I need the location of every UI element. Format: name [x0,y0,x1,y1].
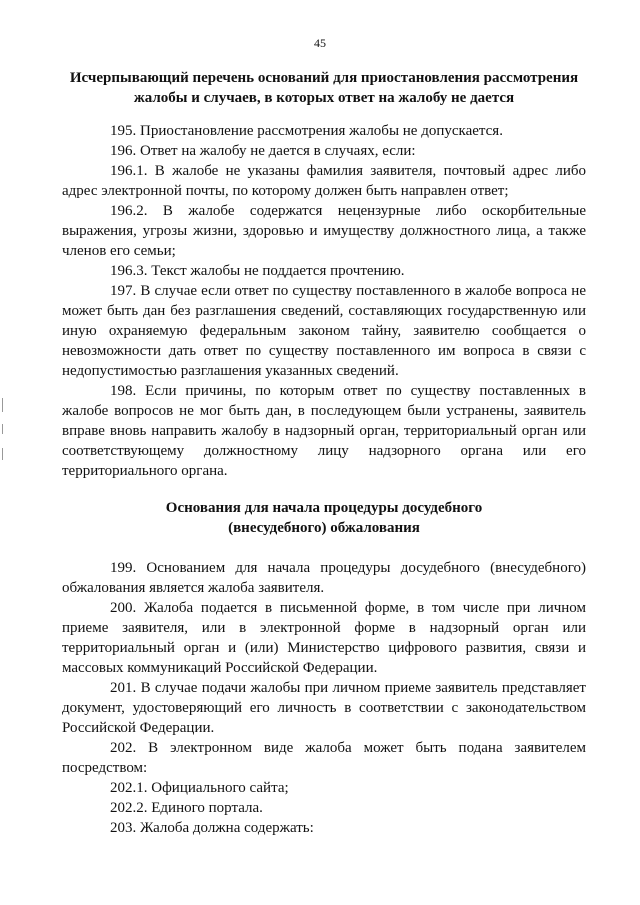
paragraph-line: 200. Жалоба подается в письменной форме, в том числе при личном [110,600,586,616]
paragraph-line: Российской Федерации. [62,720,215,736]
section-heading-suspension [62,68,586,108]
paragraph-line: выражения, угрозы жизни, здоровью и имуществу должностного лица, а также [62,223,586,239]
paragraph-line: 202.1. Официального сайта; [110,780,289,796]
paragraph-line: недопустимостью разглашения указанных сведений. [62,363,399,379]
paragraph-line: 203. Жалоба должна содержать: [110,820,314,836]
scan-mark [2,424,3,434]
heading-line: (внесудебного) обжалования [228,520,420,536]
paragraph-line: соответствующему должностному лицу надзорного органа или его [62,443,586,459]
scan-mark [2,398,3,412]
section-heading-appeal [62,498,586,538]
paragraph-line: может быть дан без разглашения сведений, составляющих государственную или [62,303,586,319]
paragraph-line: документ, удостоверяющий его личность в соответствии с законодательством [62,700,586,716]
heading-line: жалобы и случаев, в которых ответ на жалобу не дается [133,90,515,106]
paragraph-line: 201. В случае подачи жалобы при личном приеме заявитель представляет [110,680,586,696]
heading-line: Основания для начала процедуры досудебного [165,500,483,516]
paragraph-line: территориальный орган и (или) Министерство цифрового развития, связи и [62,640,586,656]
paragraph-line: обжалования является жалоба заявителя. [62,580,325,596]
paragraph-line: иную охраняемую федеральным законом тайну, заявителю сообщается о [62,323,586,339]
paragraph-line: 196.1. В жалобе не указаны фамилия заявителя, почтовый адрес либо [110,163,586,179]
paragraph-line: 198. Если причины, по которым ответ по существу поставленных в [110,383,586,399]
paragraph-line: членов его семьи; [62,243,176,259]
paragraph-line: вправе вновь направить жалобу в надзорный орган, территориальный орган или [62,423,586,439]
paragraph-line: территориального органа. [62,463,228,479]
paragraph-line: 196. Ответ на жалобу не дается в случаях, если: [110,143,416,159]
paragraph-line: 199. Основанием для начала процедуры досудебного (внесудебного) [110,560,586,576]
paragraph-line: 196.2. В жалобе содержатся нецензурные либо оскорбительные [110,203,586,219]
heading-line: Исчерпывающий перечень оснований для приостановления рассмотрения [69,70,579,86]
paragraph-line: посредством: [62,760,148,776]
paragraph-line: 196.3. Текст жалобы не поддается прочтению. [110,263,405,279]
paragraph-line: адрес электронной почты, по которому должен быть направлен ответ; [62,183,509,199]
paragraph-line: приеме заявителя, или в электронной форме в надзорный орган или [62,620,586,636]
paragraph-line: 202.2. Единого портала. [110,800,263,816]
paragraph-line: 195. Приостановление рассмотрения жалобы не допускается. [110,123,503,139]
scan-mark [2,448,3,460]
paragraph-line: жалобе вопросов не мог быть дан, в последующем были устранены, заявитель [62,403,586,419]
page-number: 45 [314,36,326,50]
paragraph-line: 197. В случае если ответ по существу поставленного в жалобе вопроса не [110,283,586,299]
paragraph-line: невозможности дать ответ по существу поставленного им вопроса в связи с [62,343,586,359]
paragraph-line: массовых коммуникаций Российской Федерации. [62,660,378,676]
paragraph-line: 202. В электронном виде жалоба может быть подана заявителем [110,740,586,756]
